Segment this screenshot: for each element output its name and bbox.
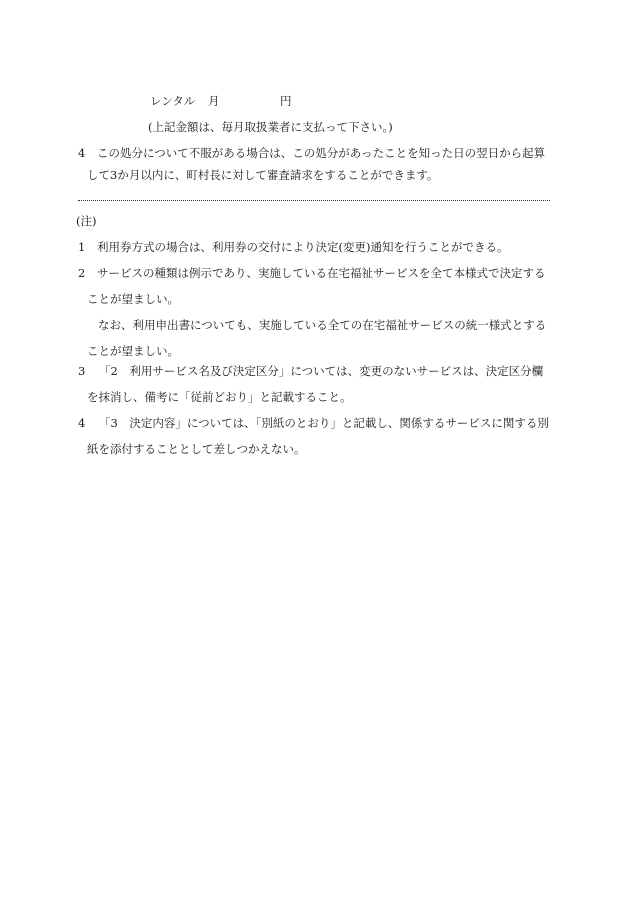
item4-line2: して3か月以内に、町村長に対して審査請求をすることができます。 [87,168,439,182]
note3-line1: 「2 利用サービス名及び決定区分」については、変更のないサービスは、決定区分欄 [99,364,544,378]
note1-number: 1 [78,240,86,254]
rental-label: レンタル [150,94,196,108]
dotted-separator [78,200,550,201]
payment-note: (上記金額は、毎月取扱業者に支払って下さい。) [148,120,393,134]
rental-month: 月 [208,94,220,108]
note3-number: 3 [78,364,86,378]
note4-line2: 紙を添付することとして差しつかえない。 [87,442,306,456]
item4-number: 4 [78,146,86,160]
note3-line2: を抹消し、備考に「従前どおり」と記載すること。 [87,390,352,404]
item4-line1: この処分について不服がある場合は、この処分があったことを知った日の翌日から起算 [97,146,546,160]
note2-number: 2 [78,266,86,280]
note2-line2: ことが望ましい。 [87,292,179,306]
note4-number: 4 [78,416,86,430]
notes-heading: (注) [76,214,97,228]
note2-line1: サービスの種類は例示であり、実施している在宅福祉サービスを全て本様式で決定する [97,266,546,280]
note2-line4: ことが望ましい。 [87,344,179,358]
note4-line1: 「3 決定内容」については、「別紙のとおり」と記載し、関係するサービスに関する別 [99,416,549,430]
note1-line1: 利用券方式の場合は、利用券の交付により決定(変更)通知を行うことができる。 [97,240,509,254]
note2-line3: なお、利用申出書についても、実施している全ての在宅福祉サービスの統一様式とする [98,318,547,332]
rental-yen: 円 [280,94,292,108]
